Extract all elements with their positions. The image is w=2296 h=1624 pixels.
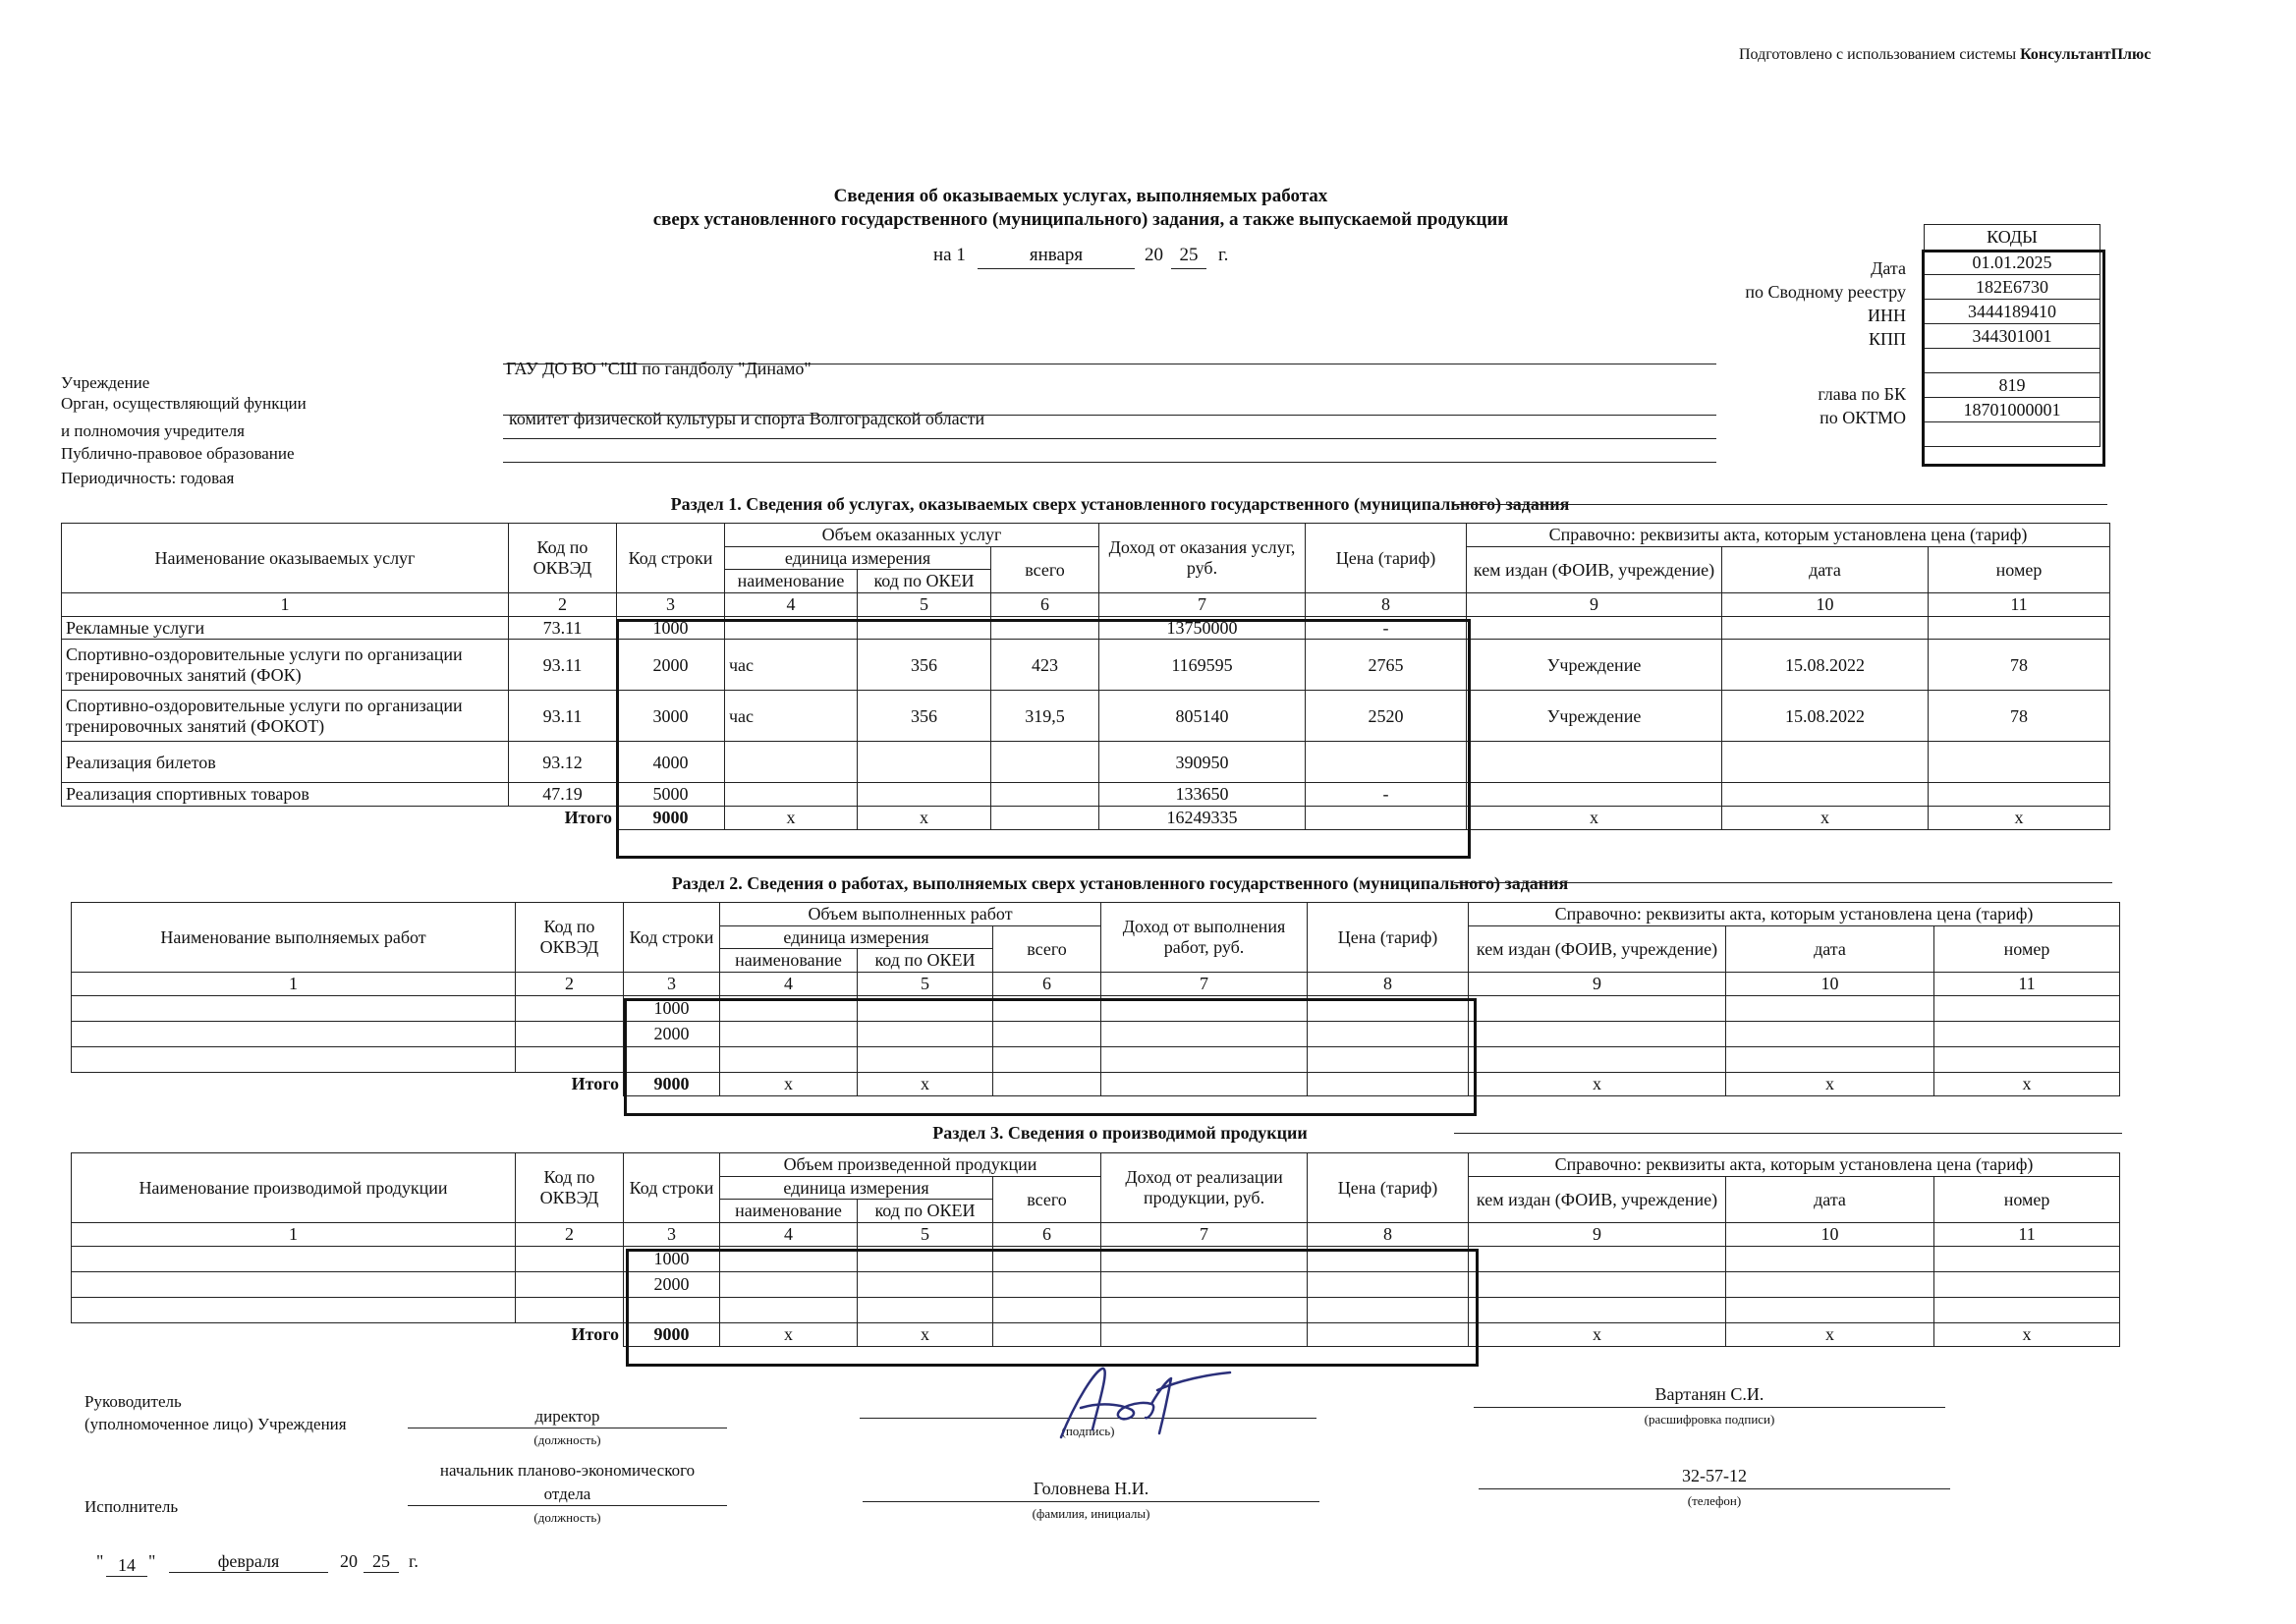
s2-head-issuer: кем издан (ФОИВ, учреждение) <box>1469 925 1726 972</box>
s2-total-row: Итого 9000 х х х х х <box>72 1072 2120 1095</box>
s2-head-income: Доход от выполнения работ, руб. <box>1101 903 1308 973</box>
codes-label: КПП <box>1868 329 1906 349</box>
s2-head-unitname: наименование <box>720 949 858 973</box>
s3-numbers-row: 1 2 3 4 5 6 7 8 9 10 11 <box>72 1223 2120 1247</box>
s2-head-volume: Объем выполненных работ <box>720 903 1101 926</box>
s2-head-name: Наименование выполняемых работ <box>72 903 516 973</box>
head-position-caption: (должность) <box>533 1432 601 1447</box>
s3-head-price: Цена (тариф) <box>1308 1153 1469 1223</box>
s3-head-income: Доход от реализации продукции, руб. <box>1101 1153 1308 1223</box>
table-row: Спортивно-оздоровительные услуги по организации тренировочных занятий (ФОК) 93.11 2000 час 356 423 1169595 2765 Учреждение 15.08.2022 78 <box>62 640 2110 691</box>
s1-head-number: номер <box>1929 546 2110 592</box>
section2-title: Раздел 2. Сведения о работах, выполняемых сверх установленного государственного (муниципального) задания <box>671 873 1569 893</box>
codes-label: ИНН <box>1868 306 1906 325</box>
title-line1: Сведения об оказываемых услугах, выполняемых работах <box>833 186 1328 206</box>
s3-table <box>71 1152 2120 1347</box>
s3-head-unit: единица измерения <box>720 1176 993 1200</box>
executor-position-2: отдела <box>543 1484 591 1503</box>
s1-head-unit: единица измерения <box>725 546 991 570</box>
table-row: 2000 <box>72 1271 2120 1297</box>
executor-phone: 32-57-12 <box>1682 1466 1747 1485</box>
executor-name: Головнева Н.И. <box>1033 1479 1149 1498</box>
table-row: Спортивно-оздоровительные услуги по организации тренировочных занятий (ФОКОТ) 93.11 3000 час 356 319,5 805140 2520 Учреждение 15.08.2022 78 <box>62 691 2110 742</box>
section1-table <box>61 523 2110 830</box>
s1-head-okei: код по ОКЕИ <box>858 570 991 593</box>
head-signature-caption: (подпись) <box>1061 1424 1115 1438</box>
s1-head-volume: Объем оказанных услуг <box>725 524 1099 547</box>
periodicity-label: Периодичность: годовая <box>61 469 235 487</box>
s3-head-okved: Код по ОКВЭД <box>516 1153 624 1223</box>
s3-head-issuer: кем издан (ФОИВ, учреждение) <box>1469 1176 1726 1222</box>
head-label-2: (уполномоченное лицо) Учреждения <box>84 1415 347 1433</box>
table-row: Рекламные услуги 73.11 1000 13750000 - <box>62 616 2110 640</box>
s1-total-row: Итого 9000 х х 16249335 х х х <box>62 807 2110 830</box>
section1-title: Раздел 1. Сведения об услугах, оказываемых сверх установленного государственного (муниципального) задания <box>670 494 1570 514</box>
handwritten-signature <box>1041 1361 1238 1449</box>
s1-head-price: Цена (тариф) <box>1306 524 1467 593</box>
codes-row: 182Е6730 <box>1925 275 2100 300</box>
table-row: 1000 <box>72 995 2120 1021</box>
s2-head-date: дата <box>1726 925 1934 972</box>
s1-head-income: Доход от оказания услуг, руб. <box>1099 524 1306 593</box>
table-row <box>72 1046 2120 1072</box>
codes-label: Дата <box>1871 258 1906 278</box>
s1-numbers-row: 1 2 3 4 5 6 7 8 9 10 11 <box>62 593 2110 617</box>
executor-name-caption: (фамилия, инициалы) <box>1032 1506 1150 1521</box>
s2-table <box>71 902 2120 1096</box>
table-row: Реализация билетов 93.12 4000 390950 <box>62 742 2110 783</box>
s3-total-row: Итого 9000 х х х х х <box>72 1322 2120 1346</box>
section3-title: Раздел 3. Сведения о производимой продукции <box>932 1123 1308 1143</box>
codes-header: КОДЫ <box>1925 225 2100 251</box>
s1-head-line: Код строки <box>617 524 725 593</box>
institution-label: Учреждение <box>61 373 150 392</box>
s2-head-number: номер <box>1934 925 2120 972</box>
executor-label: Исполнитель <box>84 1497 179 1516</box>
s1-head-name: Наименование оказываемых услуг <box>62 524 509 593</box>
s3-head-okei: код по ОКЕИ <box>858 1200 993 1223</box>
s2-head-total: всего <box>993 925 1101 972</box>
executor-phone-caption: (телефон) <box>1687 1493 1742 1508</box>
s2-head-okei: код по ОКЕИ <box>858 949 993 973</box>
s3-head-volume: Объем произведенной продукции <box>720 1153 1101 1177</box>
title-line2: сверх установленного государственного (муниципального) задания, а также выпускаемой продукции <box>652 209 1509 230</box>
table-row <box>72 1297 2120 1322</box>
s1-head-date: дата <box>1722 546 1929 592</box>
s1-head-okved: Код по ОКВЭД <box>509 524 617 593</box>
head-position: директор <box>534 1407 600 1426</box>
codes-row: 01.01.2025 <box>1925 251 2100 275</box>
executor-position-1: начальник планово-экономического <box>439 1461 696 1480</box>
table-row: 2000 <box>72 1021 2120 1046</box>
s1-head-ref: Справочно: реквизиты акта, которым установлена цена (тариф) <box>1467 524 2110 547</box>
public-entity-label: Публично-правовое образование <box>61 444 295 463</box>
s1-head-unitname: наименование <box>725 570 858 593</box>
s1-head-total: всего <box>991 546 1099 592</box>
executor-position-caption: (должность) <box>533 1510 601 1525</box>
codes-row: 819 <box>1925 373 2100 398</box>
s3-head-unitname: наименование <box>720 1200 858 1223</box>
s3-head-total: всего <box>993 1176 1101 1222</box>
founder-label-1: Орган, осуществляющий функции <box>61 394 307 413</box>
s3-head-name: Наименование производимой продукции <box>72 1153 516 1223</box>
s2-head-line: Код строки <box>624 903 720 973</box>
codes-label: глава по БК <box>1818 384 1906 404</box>
head-name: Вартанян С.И. <box>1654 1384 1764 1404</box>
table-row: Реализация спортивных товаров 47.19 5000 133650 - <box>62 783 2110 807</box>
codes-row: 3444189410 <box>1925 300 2100 324</box>
founder-value: комитет физической культуры и спорта Волгоградской области <box>509 409 985 428</box>
s3-head-date: дата <box>1726 1176 1934 1222</box>
s2-head-unit: единица измерения <box>720 925 993 949</box>
s2-head-okved: Код по ОКВЭД <box>516 903 624 973</box>
codes-label: по ОКТМО <box>1820 408 1906 427</box>
codes-label: по Сводному реестру <box>1745 282 1906 302</box>
table-row: 1000 <box>72 1246 2120 1271</box>
s1-head-issuer: кем издан (ФОИВ, учреждение) <box>1467 546 1722 592</box>
s2-head-price: Цена (тариф) <box>1308 903 1469 973</box>
institution-value: ГАУ ДО ВО "СШ по гандболу "Динамо" <box>506 359 812 378</box>
s2-head-ref: Справочно: реквизиты акта, которым установлена цена (тариф) <box>1469 903 2120 926</box>
s3-head-ref: Справочно: реквизиты акта, которым установлена цена (тариф) <box>1469 1153 2120 1177</box>
founder-label-2: и полномочия учредителя <box>61 421 245 440</box>
codes-row: 18701000001 <box>1925 398 2100 422</box>
head-label-1: Руководитель <box>84 1392 182 1411</box>
s3-head-number: номер <box>1934 1176 2120 1222</box>
s3-head-line: Код строки <box>624 1153 720 1223</box>
head-name-caption: (расшифровка подписи) <box>1644 1412 1775 1427</box>
s2-numbers-row: 1 2 3 4 5 6 7 8 9 10 11 <box>72 973 2120 996</box>
codes-row: 344301001 <box>1925 324 2100 349</box>
prepared-note: Подготовлено с использованием системы КонсультантПлюс <box>1739 46 2152 63</box>
